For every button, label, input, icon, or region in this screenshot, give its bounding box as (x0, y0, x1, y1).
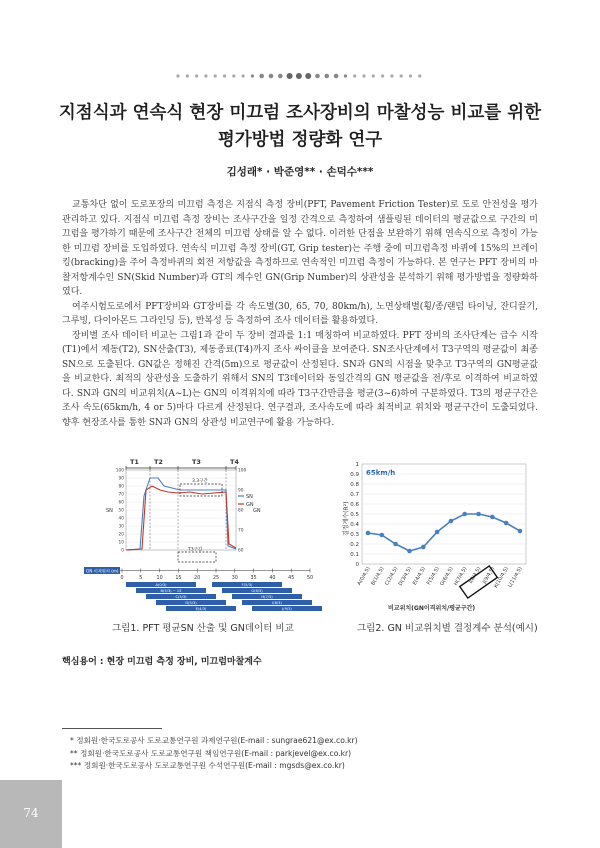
r2-point (393, 542, 398, 547)
comparison-bar-label: E(4/3) (195, 607, 207, 611)
left-axis-label: SN (106, 508, 113, 514)
x-axis-ticks (356, 566, 523, 589)
decorative-dot (223, 74, 226, 77)
comparison-bar-label: G(6/3) (251, 589, 263, 593)
left-tick-label: 70 (118, 492, 124, 498)
decorative-dot (242, 74, 245, 77)
figure-1 (80, 456, 330, 612)
decorative-dot-row (174, 70, 430, 82)
footnote: *** 정회원·한국도로공사 도로교통연구원 수석연구원(E-mail : mgsds@ex.co.kr) (70, 761, 345, 770)
gn-axis-label: GN 이격위치 (m) (86, 568, 119, 574)
y-tick-label: 1 (355, 462, 359, 468)
comparison-bar-label: A(0/3) (155, 583, 167, 587)
y-tick-label: 0.4 (350, 522, 359, 528)
x-tick-label: A(0/4,5) (356, 566, 372, 587)
r2-point (449, 519, 454, 524)
phase-label: T2 (154, 458, 163, 466)
chart-title: 65km/h (366, 469, 396, 477)
authors: 김성래* · 박준영** · 손덕수*** (226, 166, 374, 178)
decorative-dot (334, 74, 339, 79)
phase-label: T1 (130, 458, 139, 466)
y-tick-label: 0.3 (350, 532, 359, 538)
r2-point (435, 530, 440, 535)
right-tick-label: 70 (238, 528, 244, 534)
window-label: T3구간 (188, 547, 203, 553)
x-tick-label: B(1/4,5) (370, 566, 386, 587)
right-tick-label: 100 (238, 468, 247, 474)
comparison-bars (126, 582, 322, 611)
decorative-dot (325, 74, 330, 79)
comparison-bar-label: F(5/3) (241, 583, 253, 587)
left-tick-label: 80 (118, 484, 124, 490)
comparison-bar-label: H(7/3) (261, 595, 273, 599)
decorative-dot (305, 73, 311, 79)
paper-title (40, 100, 560, 154)
x-tick-label: L(11/4,5) (507, 566, 524, 589)
right-tick-label: 60 (238, 548, 244, 554)
gn-tick-label: 40 (269, 576, 276, 581)
left-tick-label: 40 (118, 516, 124, 522)
decorative-dot (195, 74, 198, 77)
left-axis-ticks (116, 468, 124, 554)
x-tick-label: H(7/4,5) (453, 566, 469, 587)
y-tick-label: 0.9 (350, 472, 359, 478)
paragraph: 장비별 조사 데이터 비교는 그림1과 같이 두 장비 결과를 1:1 매칭하여 비교하였다. PFT 장비의 조사단계는 급수 시작(T1)에서 제동(T2), SN산출(T3), 제동종료(T4)까지 조사 싸이클을 보여준다. SN조사단계에서 T3구역의 평균값이 최종 SN으로 도출된다. GN값은 정해진 간격(5m)으로 평균값이 산정된다. SN과 GN의 시점을 맞추고 T3구역의 GN평균값을 비교한다. 최적의 상관성을 도출하기 위해서 SN의 T3데이터와 동일간격의 GN 평균값을 전/후로 이격하여 비교하였다. SN과 GN의 비교위치(A~L)는 GN의 이격위치에 따라 T3구간만큼을 평균(3~6)하여 구분하였다. T3의 평균구간은 조사 속도(65km/h, 4 or 5)마다 다르게 산정된다. 연구결과, 조사속도에 따라 최적비교 위치와 평균구간이 도출되었다. 향후 현장조사를 통한 SN과 GN의 상관성 비교연구에 활용 가능하다. (62, 330, 538, 428)
x-tick-label: F(5/4,5) (425, 566, 441, 586)
title-line-2: 평가방법 정량화 연구 (217, 130, 383, 150)
decorative-dot (390, 74, 393, 77)
y-tick-label: 0.8 (350, 482, 359, 488)
r2-point (366, 531, 371, 536)
y-tick-label: 0 (355, 562, 359, 568)
footnote-rule (62, 728, 162, 729)
comparison-bar-label: J(9/3) (282, 607, 292, 611)
paragraph: 교통차단 없이 도로포장의 미끄럼 측정은 지점식 측정 장비(PFT, Pavement Friction Tester)로 도로 안전성을 평가 관리하고 있다. 지점식 미끄럼 측정 장비는 조사구간을 일정 간격으로 측정하여 샘플링된 데이터의 평균값으로 구간의 미끄럼을 평가하기 때문에 조사구간 전체의 미끄럼 상태를 알 수 없다. 이러한 단점을 보완하기 위해 연속식으로 측정이 가능한 미끄럼 장비를 도입하였다. 연속식 미끄럼 측정 장비(GT, Grip tester)는 주행 중에 미끄럼측정 바퀴에 15%의 브레이킹(bracking)을 주어 측정바퀴의 회전 저항값을 측정하므로 연속적인 미끄럼 측정이 가능하다. 본 연구는 PFT 장비의 마찰저항계수인 SN(Skid Number)과 GT의 계수인 GN(Grip Number)의 상관성을 분석하기 위해 평가방법을 정량화하였다. (62, 200, 538, 297)
y-tick-label: 0.6 (350, 502, 359, 508)
decorative-dot (400, 74, 403, 77)
right-axis-label: GN (253, 508, 261, 514)
decorative-dot (362, 74, 365, 77)
gn-tick-label: 0 (120, 576, 124, 581)
x-tick-label: C(2/4,5) (384, 566, 400, 587)
decorative-dot (381, 74, 384, 77)
r2-point (518, 529, 523, 534)
footnote: * 정회원·한국도로공사 도로교통연구원 과제연구원(E-mail : sungrae621@ex.co.kr) (70, 736, 358, 745)
phase-label: T4 (230, 458, 239, 466)
decorative-dot (278, 74, 283, 79)
paragraph: 여주시험도로에서 PFT장비와 GT장비를 각 속도별(30, 65, 70, 80km/h), 노면상태별(횡/종/랜덤 타이닝, 잔디끌기, 그루빙, 다이아몬드 그라인딩 등), 반복성 등 측정하여 조사 데이터를 활용하였다. (62, 301, 538, 326)
r2-point (476, 512, 481, 517)
title-line-1: 지점식과 연속식 현장 미끄럼 조사장비의 마찰성능 비교를 위한 (58, 103, 542, 123)
decorative-dot (296, 73, 302, 79)
decorative-dot (186, 74, 189, 77)
r2-point (380, 533, 385, 538)
y-tick-label: 0.5 (350, 512, 359, 518)
comparison-bar-label: C(5/3) (175, 595, 187, 599)
comparison-bar-label: D(5/3) (185, 601, 197, 605)
decorative-dot (176, 74, 179, 77)
gn-tick-label: 30 (231, 576, 238, 581)
t3-window (178, 552, 216, 562)
gn-tick-label: 15 (175, 576, 182, 581)
r2-point (504, 521, 509, 526)
legend-sn: SN (246, 494, 253, 500)
gn-tick-label: 20 (194, 576, 201, 581)
footnotes (70, 735, 358, 773)
right-axis-ticks (238, 468, 246, 554)
decorative-dot (344, 74, 347, 77)
left-tick-label: 60 (118, 500, 124, 506)
phase-label: T3 (192, 458, 201, 466)
legend-gn: GN (246, 502, 254, 508)
x-tick-label: D(3/4,5) (397, 566, 414, 587)
left-tick-label: 90 (118, 476, 124, 482)
x-tick-label: I(8/4,5) (467, 566, 483, 585)
phase-arrows (126, 466, 236, 470)
figure-1-caption: 그림1. PFT 평균SN 산출 및 GN데이터 비교 (112, 623, 294, 634)
y-tick-label: 0.1 (350, 552, 359, 558)
comparison-bar-label: I(8/3) (272, 601, 282, 605)
decorative-dot (353, 74, 356, 77)
left-tick-label: 100 (115, 468, 124, 474)
decorative-dot (418, 74, 421, 77)
gn-tick-label: 45 (288, 576, 295, 581)
decorative-dot (259, 74, 264, 79)
y-axis-ticks (350, 462, 359, 568)
r2-point (490, 515, 495, 520)
comparison-bar-label: B(5/3) ~ 13 (160, 589, 182, 593)
gn-tick-label: 5 (139, 576, 143, 581)
left-tick-label: 30 (118, 524, 124, 530)
gn-tick-label: 25 (212, 576, 220, 581)
decorative-dot (204, 74, 207, 77)
gn-tick-label: 35 (250, 576, 257, 581)
left-tick-label: 20 (118, 532, 124, 538)
decorative-dot (251, 74, 254, 77)
x-tick-label: K(10/4,5) (493, 566, 510, 590)
footnote: ** 정회원·한국도로공사 도로교통연구원 책임연구원(E-mail : parkjevel@ex.co.kr) (70, 748, 352, 758)
figure-2 (340, 456, 530, 612)
left-tick-label: 10 (118, 540, 124, 546)
keywords: 핵심용어 : 현장 미끄럼 측정 장비, 미끄럼마찰계수 (62, 657, 262, 667)
decorative-dot (287, 73, 293, 79)
gn-tick-label: 50 (306, 576, 314, 581)
legend (238, 494, 254, 508)
y-tick-label: 0.7 (350, 492, 359, 498)
y-axis-label: 결정계수(R²) (343, 501, 350, 536)
decorative-dot (214, 74, 217, 77)
abstract-body (62, 198, 538, 430)
y-tick-label: 0.2 (350, 542, 359, 548)
page-number: 74 (23, 806, 39, 820)
x-tick-label: G(6/4,5) (439, 566, 455, 587)
right-tick-label: 90 (238, 488, 244, 494)
decorative-dot (315, 74, 320, 79)
window-label: 3.3구간 (192, 479, 208, 484)
decorative-dot (232, 74, 235, 77)
gn-tick-label: 10 (156, 576, 163, 581)
r2-point (421, 545, 426, 550)
x-tick-label: J(9/4,5) (481, 566, 497, 585)
decorative-dot (372, 74, 375, 77)
right-tick-label: 80 (238, 508, 244, 514)
left-tick-label: 0 (121, 548, 124, 554)
x-tick-label: E(4/4,5) (411, 566, 428, 587)
r2-point (407, 549, 412, 554)
x-axis-label: 비교위치(GN이격위치/평균구간) (388, 605, 476, 612)
figure-2-caption: 그림2. GN 비교위치별 결정계수 분석(예시) (357, 623, 538, 634)
left-tick-label: 50 (118, 508, 124, 514)
decorative-dot (269, 74, 274, 79)
r2-point (462, 512, 467, 517)
decorative-dot (409, 74, 412, 77)
